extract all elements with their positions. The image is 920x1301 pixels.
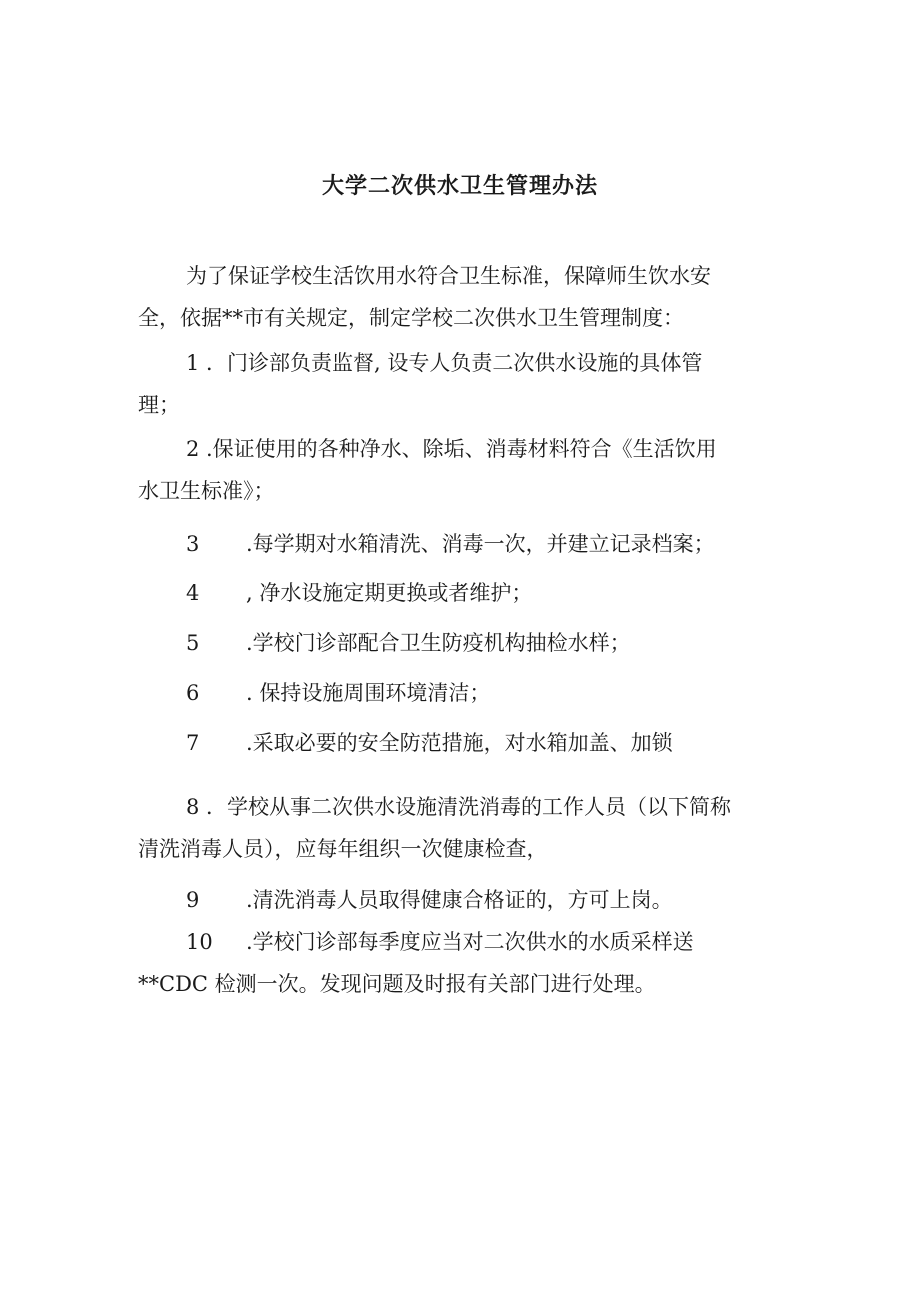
list-item [138,786,788,870]
item-text: .学校门诊部每季度应当对二次供水的水质采样送 [246,930,694,954]
list-item [138,622,788,664]
item-number: 4 [186,581,200,605]
item-number: 8 [186,795,200,819]
list-item [138,428,788,512]
list-item [138,879,788,921]
item-text: .清洗消毒人员取得健康合格证的，方可上岗。 [246,888,673,912]
item-text-continued: 理； [138,393,180,417]
item-text: , 净水设施定期更换或者维护； [246,581,533,605]
item-text: ．门诊部负责监督, 设专人负责二次供水设施的具体管 [206,351,703,375]
item-text-continued: 水卫生标准》； [138,479,275,503]
item-number: 6 [186,681,200,705]
item-number: 7 [186,731,200,755]
intro-line-1: 为了保证学校生活饮用水符合卫生标准，保障师生饮水安 [186,264,711,288]
item-number: 9 [186,888,200,912]
item-number: 5 [186,631,200,655]
item-text-continued: 清洗消毒人员），应每年组织一次健康检查， [138,837,548,861]
item-number: 10 [186,930,213,954]
item-text: .学校门诊部配合卫生防疫机构抽检水样； [246,631,631,655]
item-text: .每学期对水箱清洗、消毒一次，并建立记录档案； [246,532,715,556]
item-text-continued: **CDC 检测一次。发现问题及时报有关部门进行处理。 [138,972,656,996]
item-number: 1 [186,351,200,375]
list-item [138,672,788,714]
intro-line-2: 全，依据**市有关规定，制定学校二次供水卫生管理制度： [138,306,684,330]
item-text: .采取必要的安全防范措施，对水箱加盖、加锁 [246,731,673,755]
list-item [138,722,788,764]
item-number: 2 [186,437,200,461]
item-text: .保证使用的各种净水、除垢、消毒材料符合《生活饮用 [206,437,717,461]
document-title: 大学二次供水卫生管理办法 [321,174,598,199]
list-item [138,342,788,426]
list-item [138,921,788,1005]
item-text: ．学校从事二次供水设施清洗消毒的工作人员（以下简称 [206,795,731,819]
item-number: 3 [186,532,200,556]
list-item [138,572,788,614]
list-item [138,523,788,565]
item-text: . 保持设施周围环境清洁； [246,681,491,705]
intro-paragraph [138,255,788,339]
